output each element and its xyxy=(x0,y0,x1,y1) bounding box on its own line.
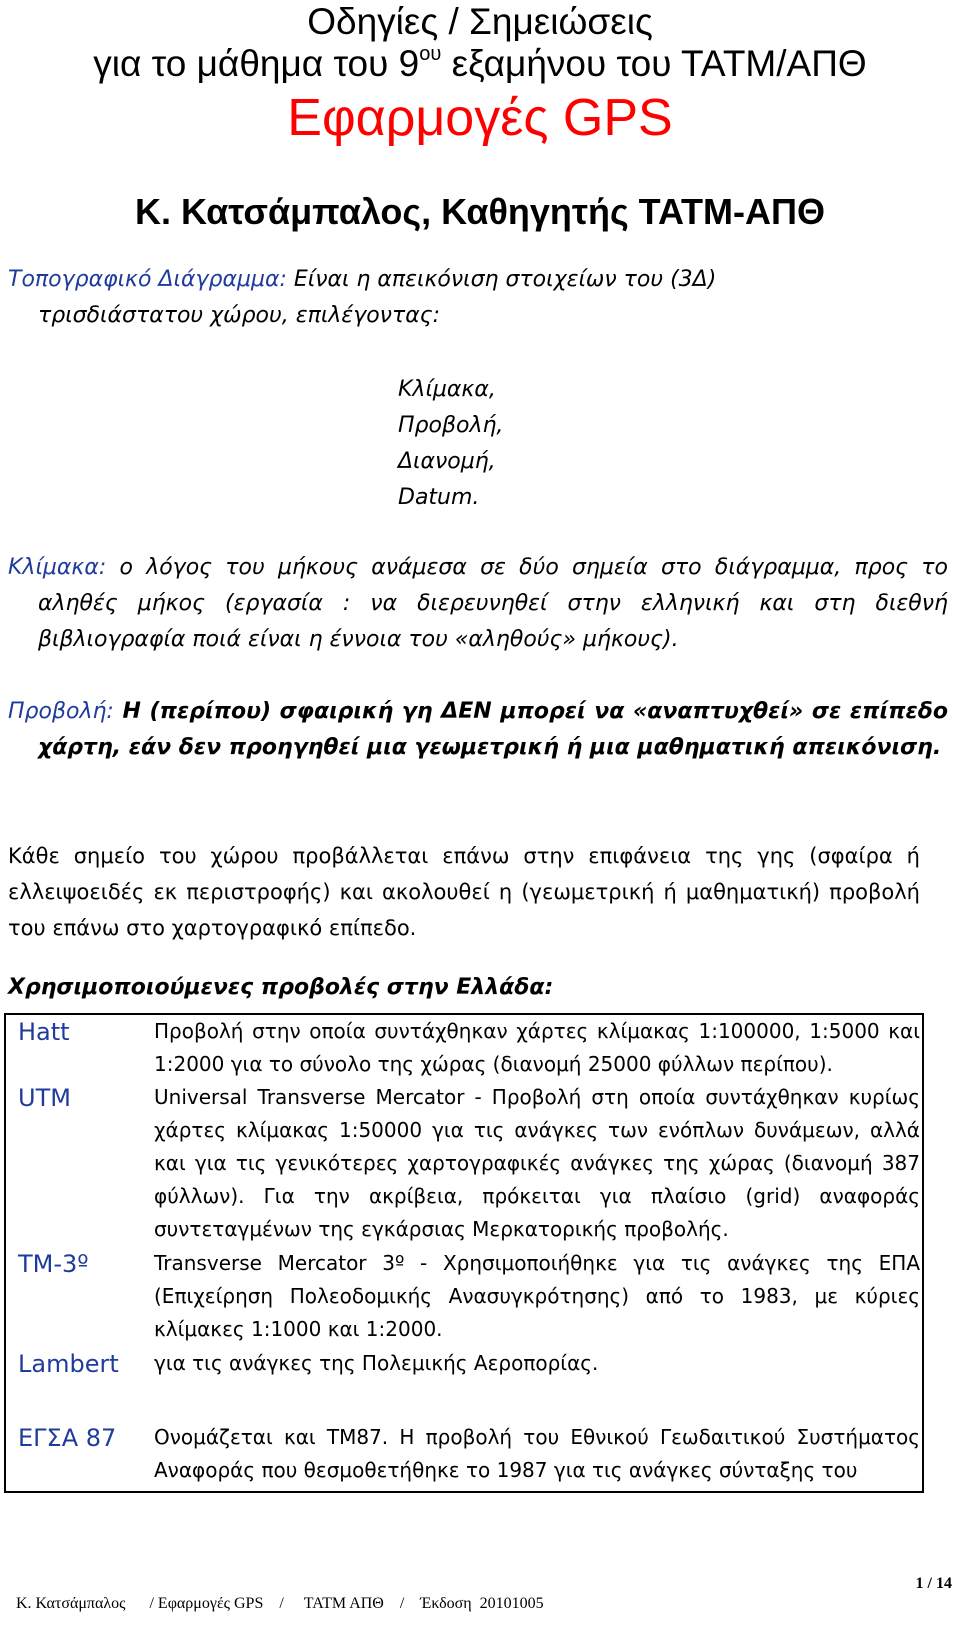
subtitle-sup: ου xyxy=(419,43,442,65)
projection-paragraph xyxy=(8,694,948,766)
projection-desc: Προβολή στην οποία συντάχθηκαν χάρτες κλίμακας 1:100000, 1:5000 και 1:2000 για το σύνολο της χώρας (διανομή 25000 φύλλων περίπου). xyxy=(154,1019,920,1076)
list-item: Datum. xyxy=(398,485,480,510)
list-item: Προβολή, xyxy=(398,413,504,438)
intro-paragraph xyxy=(8,262,838,334)
projection-code: Hatt xyxy=(18,1018,70,1046)
parameter-list xyxy=(398,372,503,516)
projections-heading: Χρησιμοποιούμενες προβολές στην Ελλάδα: xyxy=(8,975,554,1000)
intro-text: Είναι η απεικόνιση στοιχείων του (3Δ) τρισδιάστατου χώρου, επιλέγοντας: xyxy=(38,267,717,328)
subtitle-pre: για το μάθημα του 9 xyxy=(93,43,420,84)
projection-code: UTM xyxy=(18,1084,71,1112)
projection-desc: Universal Transverse Mercator - Προβολή στη οποία συντάχθηκαν κυρίως χάρτες κλίμακας 1:50000 για τις ανάγκες των ενόπλων δυνάμεων, αλλά και για τις γενικότερες χαρτογραφικές ανάγκες της χώρας (διανομή 387 φύλλων). Για την ακρίβεια, πρόκειται για πλαίσιο (grid) αναφοράς συντεταγμένων της εγκάρσιας Μερκατορικής προβολής. xyxy=(154,1085,920,1241)
course-title: Εφαρμογές GPS xyxy=(287,89,673,147)
list-item: Διανομή, xyxy=(398,449,496,474)
author-line: Κ. Κατσάμπαλος, Καθηγητής ΤΑΤΜ-ΑΠΘ xyxy=(135,191,825,232)
body-paragraph: Κάθε σημείο του χώρου προβάλλεται επάνω στην επιφάνεια της γης (σφαίρα ή ελλειψοειδές εκ περιστροφής) και ακολουθεί η (γεωμετρική ή μαθηματική) προβολή του επάνω στο χαρτογραφικό επίπεδο. xyxy=(8,844,920,940)
projection-desc: Transverse Mercator 3º - Χρησιμοποιήθηκε για τις ανάγκες της ΕΠΑ (Επιχείρηση Πολεοδομικής Ανασυγκρότησης) από το 1983, με κύριες κλίμακες 1:1000 και 1:2000. xyxy=(154,1251,920,1341)
document-subtitle xyxy=(0,40,960,88)
projections-table xyxy=(4,1013,924,1493)
projection-desc: Ονομάζεται και ΤΜ87. Η προβολή του Εθνικού Γεωδαιτικού Συστήματος Αναφοράς που θεσμοθετήθηκε το 1987 για τις ανάγκες σύνταξης του xyxy=(154,1425,920,1482)
projection-desc: για τις ανάγκες της Πολεμικής Αεροπορίας. xyxy=(154,1351,599,1375)
intro-lead: Τοπογραφικό Διάγραμμα: xyxy=(8,267,287,292)
projection-code: Lambert xyxy=(18,1350,119,1378)
projection-code: ΕΓΣΑ 87 xyxy=(18,1424,117,1452)
footer-text: Κ. Κατσάμπαλος / Εφαρμογές GPS / ΤΑΤΜ ΑΠΘ / Έκδοση 20101005 xyxy=(16,1595,544,1612)
projection-code: TM-3º xyxy=(18,1250,89,1278)
scale-paragraph xyxy=(8,550,948,658)
page-footer xyxy=(8,1574,952,1634)
document-title: Οδηγίες / Σημειώσεις xyxy=(307,1,653,42)
subtitle-post: εξαμήνου του ΤΑΤΜ/ΑΠΘ xyxy=(441,43,867,84)
page-number: 1 / 14 xyxy=(915,1575,952,1592)
list-item: Κλίμακα, xyxy=(398,377,496,402)
scale-text: ο λόγος του μήκους ανάμεσα σε δύο σημεία στο διάγραμμα, προς το αληθές μήκος (εργασία : να διερευνηθεί στην ελληνική και στη διεθνή βιβλιογραφία ποιά είναι η έννοια του «αληθούς» μήκους). xyxy=(38,555,948,652)
projection-lead: Προβολή: xyxy=(8,699,114,724)
scale-lead: Κλίμακα: xyxy=(8,555,107,580)
projection-text: Η (περίπου) σφαιρική γη ΔΕΝ μπορεί να «αναπτυχθεί» σε επίπεδο χάρτη, εάν δεν προηγηθεί μια γεωμετρική ή μια μαθηματική απεικόνιση. xyxy=(38,699,948,760)
